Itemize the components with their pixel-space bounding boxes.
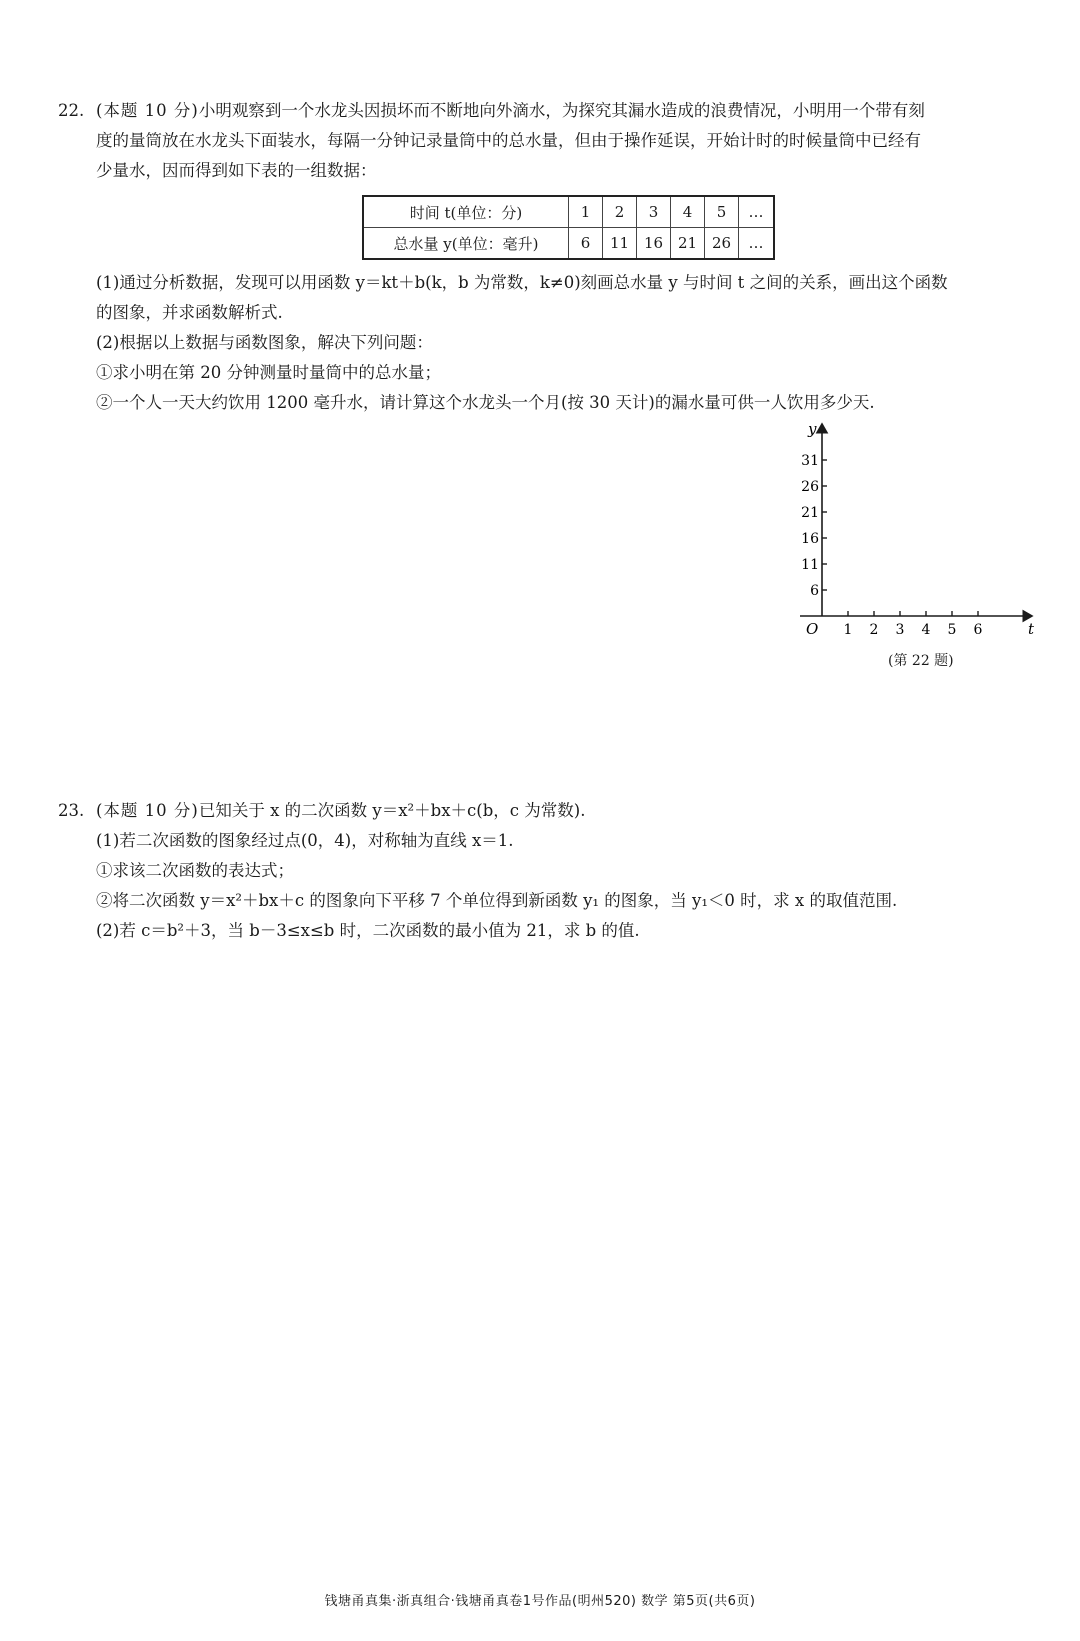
- q22-part2-ii: ②一个人一天大约饮用 1200 毫升水，请计算这个水龙头一个月(按 30 天计)的漏水量可供一人饮用多少天.: [96, 393, 875, 412]
- q22-caption: (第 22 题): [888, 653, 954, 669]
- origin-label: O: [806, 620, 819, 638]
- q23-stem-line: [58, 796, 1040, 826]
- q23-number: 23.: [58, 801, 85, 820]
- q22-part2-i: ①求小明在第 20 分钟测量时量筒中的总水量；: [96, 363, 441, 382]
- q23-part1-i: ①求该二次函数的表达式；: [96, 861, 294, 880]
- q23-part1-ii: ②将二次函数 y＝x²＋bx＋c 的图象向下平移 7 个单位得到新函数 y₁ 的图象，当 y₁＜0 时，求 x 的取值范围.: [96, 891, 898, 910]
- table-cell: 11: [603, 228, 637, 260]
- q22-stem-text1: 小明观察到一个水龙头因损坏而不断地向外滴水，为探究其漏水造成的浪费情况，小明用一个带有刻: [198, 101, 925, 120]
- x-tick-label: 2: [869, 622, 879, 638]
- table-cell: 5: [705, 196, 739, 228]
- x-tick-label: 5: [947, 622, 957, 638]
- x-ticks: [844, 611, 983, 638]
- table-cell: 6: [569, 228, 603, 260]
- y-ticks: [801, 453, 827, 599]
- table-cell: 1: [569, 196, 603, 228]
- q22-part1-line1: (1)通过分析数据，发现可以用函数 y＝kt＋b(k，b 为常数，k≠0)刻画总水量 y 与时间 t 之间的关系，画出这个函数: [96, 273, 948, 292]
- question-22-parts: [58, 268, 1040, 418]
- y-tick-label: 16: [801, 531, 819, 547]
- q22-part1-line2: 的图象，并求函数解析式.: [96, 303, 283, 322]
- q22-part2: (2)根据以上数据与函数图象，解决下列问题：: [96, 333, 433, 352]
- q23-part1: (1)若二次函数的图象经过点(0，4)，对称轴为直线 x＝1.: [96, 831, 514, 850]
- q22-stem-line3: 少量水，因而得到如下表的一组数据：: [96, 161, 377, 180]
- q22-points: (本题 10 分): [96, 101, 199, 120]
- q23-points: (本题 10 分): [96, 801, 199, 820]
- table-row-volume: [363, 228, 774, 260]
- table-header-volume: 总水量 y(单位：毫升): [363, 228, 569, 260]
- x-axis-label: t: [1028, 620, 1035, 638]
- table-cell: 3: [637, 196, 671, 228]
- table-cell: …: [739, 228, 775, 260]
- y-tick-label: 6: [810, 583, 819, 599]
- table-header-time: 时间 t(单位：分): [363, 196, 569, 228]
- q22-number: 22.: [58, 101, 85, 120]
- q22-stem-line2: 度的量筒放在水龙头下面装水，每隔一分钟记录量筒中的总水量，但由于操作延误，开始计时的时候量筒中已经有: [96, 131, 921, 150]
- table-cell: 16: [637, 228, 671, 260]
- table-row-time: [363, 196, 774, 228]
- question-23: [58, 796, 1040, 946]
- x-tick-label: 4: [921, 622, 931, 638]
- q23-part2: (2)若 c＝b²＋3，当 b－3≤x≤b 时，二次函数的最小值为 21，求 b 的值.: [96, 921, 640, 940]
- q23-stem-text: 已知关于 x 的二次函数 y＝x²＋bx＋c(b，c 为常数).: [198, 801, 586, 820]
- y-tick-label: 31: [801, 453, 819, 469]
- y-tick-label: 11: [801, 557, 819, 573]
- table-cell: 2: [603, 196, 637, 228]
- q22-data-table: [362, 195, 775, 260]
- q22-coordinate-axes: [800, 418, 1040, 643]
- y-tick-label: 26: [801, 479, 819, 495]
- y-tick-label: 21: [801, 505, 819, 521]
- table-cell: 21: [671, 228, 705, 260]
- q22-stem-line1: [58, 96, 1040, 126]
- table-cell: 26: [705, 228, 739, 260]
- x-tick-label: 1: [843, 622, 853, 638]
- y-axis-label: y: [808, 420, 817, 438]
- x-tick-label: 3: [895, 622, 905, 638]
- table-cell: …: [739, 196, 775, 228]
- x-tick-label: 6: [973, 622, 983, 638]
- table-cell: 4: [671, 196, 705, 228]
- question-22: [58, 96, 1040, 186]
- page-footer: 钱塘甬真集·浙真组合·钱塘甬真卷1号作品(明州520) 数学 第5页(共6页): [324, 1594, 756, 1609]
